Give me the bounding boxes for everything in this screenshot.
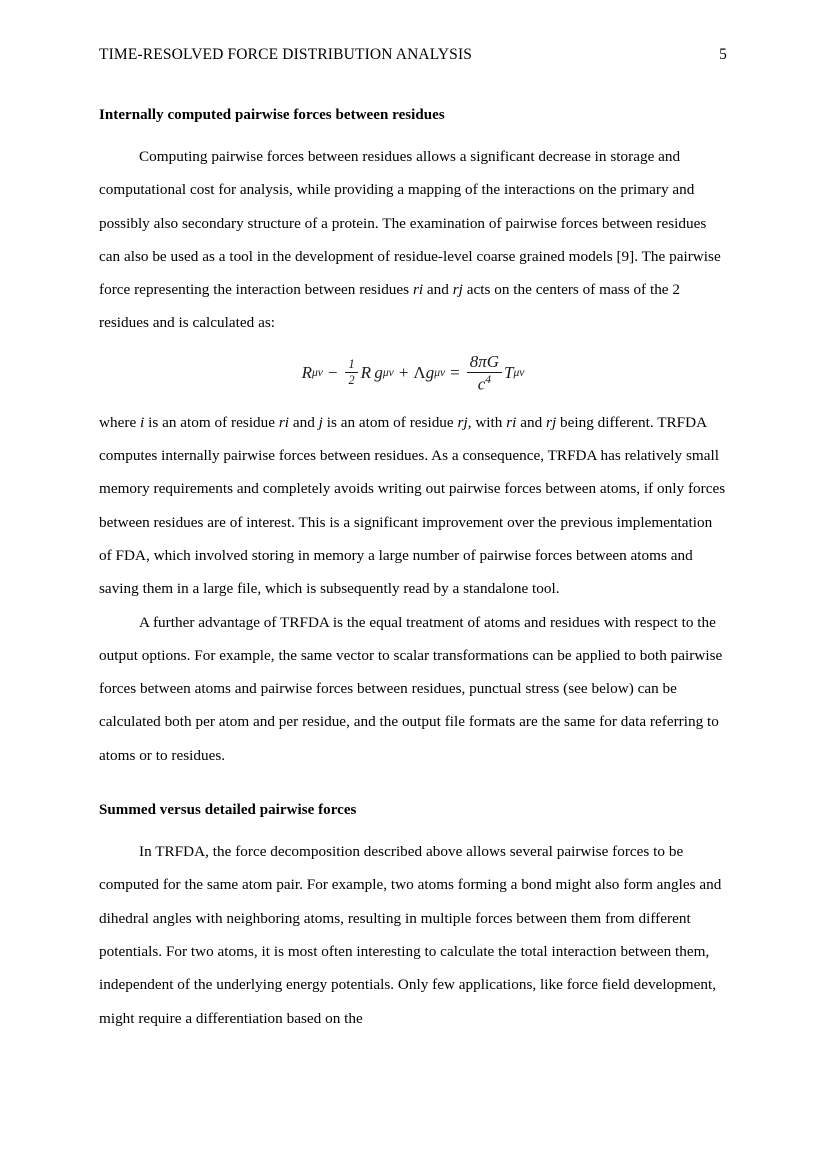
paragraph-text-segment: acts on the centers of mass of the 2 residues and is calculated as:	[99, 281, 681, 332]
equation-fraction-8piG-c4	[467, 353, 502, 393]
section-heading-summed-versus-detailed: Summed versus detailed pairwise forces	[99, 802, 357, 819]
italic-term-j: j	[318, 413, 323, 431]
equation-fraction-denominator-c4	[475, 373, 494, 393]
equation-symbol-g2: g	[425, 362, 435, 382]
italic-term-ri-3: ri	[506, 413, 517, 431]
equation-subscript-munu-3: μν	[434, 366, 446, 379]
running-head-title: TIME-RESOLVED FORCE DISTRIBUTION ANALYSIS	[99, 46, 473, 63]
equation-symbol-R: R	[301, 362, 312, 382]
equation-symbol-T: T	[504, 362, 514, 382]
paragraph-text-segment: and	[516, 413, 547, 431]
paragraph-text-segment: , with	[467, 413, 507, 431]
paragraph-text-segment: where	[99, 413, 141, 431]
italic-term-ri: ri	[412, 281, 424, 299]
paragraph-text-segment: being different. TRFDA computes internally pairwise forces between residues. As a consequence, TRFDA has relatively small memory requirements and completely avoids writing out pairwise forces between atoms, if only forces between residues are of interest. This is a significant improvement over the previous implementation of FDA, which involved storing in memory a large number of pairwise forces between atoms and saving them in a large file, which is subsequently read by a standalone tool.	[99, 413, 726, 598]
spacer	[99, 126, 727, 140]
equation-exponent-4: 4	[485, 372, 492, 386]
display-equation	[99, 340, 727, 406]
paragraph-text-segment: and	[289, 413, 319, 431]
spacer	[99, 821, 727, 835]
italic-term-ri-2: ri	[278, 413, 290, 431]
equation-subscript-munu-4: μν	[513, 366, 525, 379]
section-heading-internally-computed: Internally computed pairwise forces between residues	[99, 107, 445, 123]
paragraph-further-advantage: A further advantage of TRFDA is the equal treatment of atoms and residues with respect to the output options. For example, the same vector to scalar transformations can be applied to both pairwise forces between atoms and pairwise forces between residues, punctual stress (see below) can be calculated both per atom and per residue, and the output file formats are the same for data referring to atoms or to residues.	[99, 613, 723, 764]
equation-symbol-R2: R	[360, 362, 371, 382]
paragraph-text-segment: is an atom of residue	[144, 413, 279, 431]
equation-operator-plus: +	[398, 362, 409, 382]
equation-fraction-one-half	[345, 358, 357, 387]
paragraph-where-definition	[99, 406, 727, 606]
equation-subscript-munu: μν	[311, 366, 323, 379]
spacer	[99, 772, 727, 799]
equation-fraction-numerator: 1	[345, 358, 357, 373]
equation-subscript-munu-2: μν	[382, 366, 394, 379]
equation-fraction-numerator-8piG: 8πG	[467, 353, 502, 373]
italic-term-i: i	[140, 413, 145, 431]
paragraph-text-segment: Computing pairwise forces between residues allows a significant decrease in storage and computational cost for analysis, while providing a mapping of the interactions on the primary and possibly also secondary structure of a protein. The examination of pairwise forces between residues can also be used as a tool in the development of residue-level coarse grained models [9]. The pairwise force representing the interaction between residues	[99, 148, 721, 299]
italic-term-rj-3: rj	[546, 413, 557, 431]
equation-symbol-c: c	[477, 373, 486, 393]
equation-operator-minus: −	[327, 362, 338, 382]
paragraph-text-segment: and	[423, 281, 453, 299]
equation-operator-equals: =	[450, 362, 460, 382]
paragraph-pairwise-forces-intro	[99, 140, 727, 340]
document-body	[99, 104, 727, 1035]
italic-term-rj: rj	[452, 281, 463, 299]
italic-term-rj-2: rj	[457, 413, 468, 431]
equation-einstein-field	[302, 353, 525, 393]
page-number: 5	[719, 46, 727, 63]
equation-fraction-denominator: 2	[348, 373, 355, 388]
paragraph-text-segment: is an atom of residue	[322, 413, 458, 431]
running-head	[99, 46, 727, 64]
equation-symbol-g: g	[374, 362, 383, 382]
equation-symbol-lambda: Λ	[413, 362, 426, 382]
paragraph-force-decomposition: In TRFDA, the force decomposition described above allows several pairwise forces to be computed for the same atom pair. For example, two atoms forming a bond might also form angles and dihedral angles with neighboring atoms, resulting in multiple forces between them from different potentials. For two atoms, it is most often interesting to calculate the total interaction between them, independent of the underlying energy potentials. Only few applications, like force field development, might require a differentiation based on the	[99, 843, 722, 1027]
